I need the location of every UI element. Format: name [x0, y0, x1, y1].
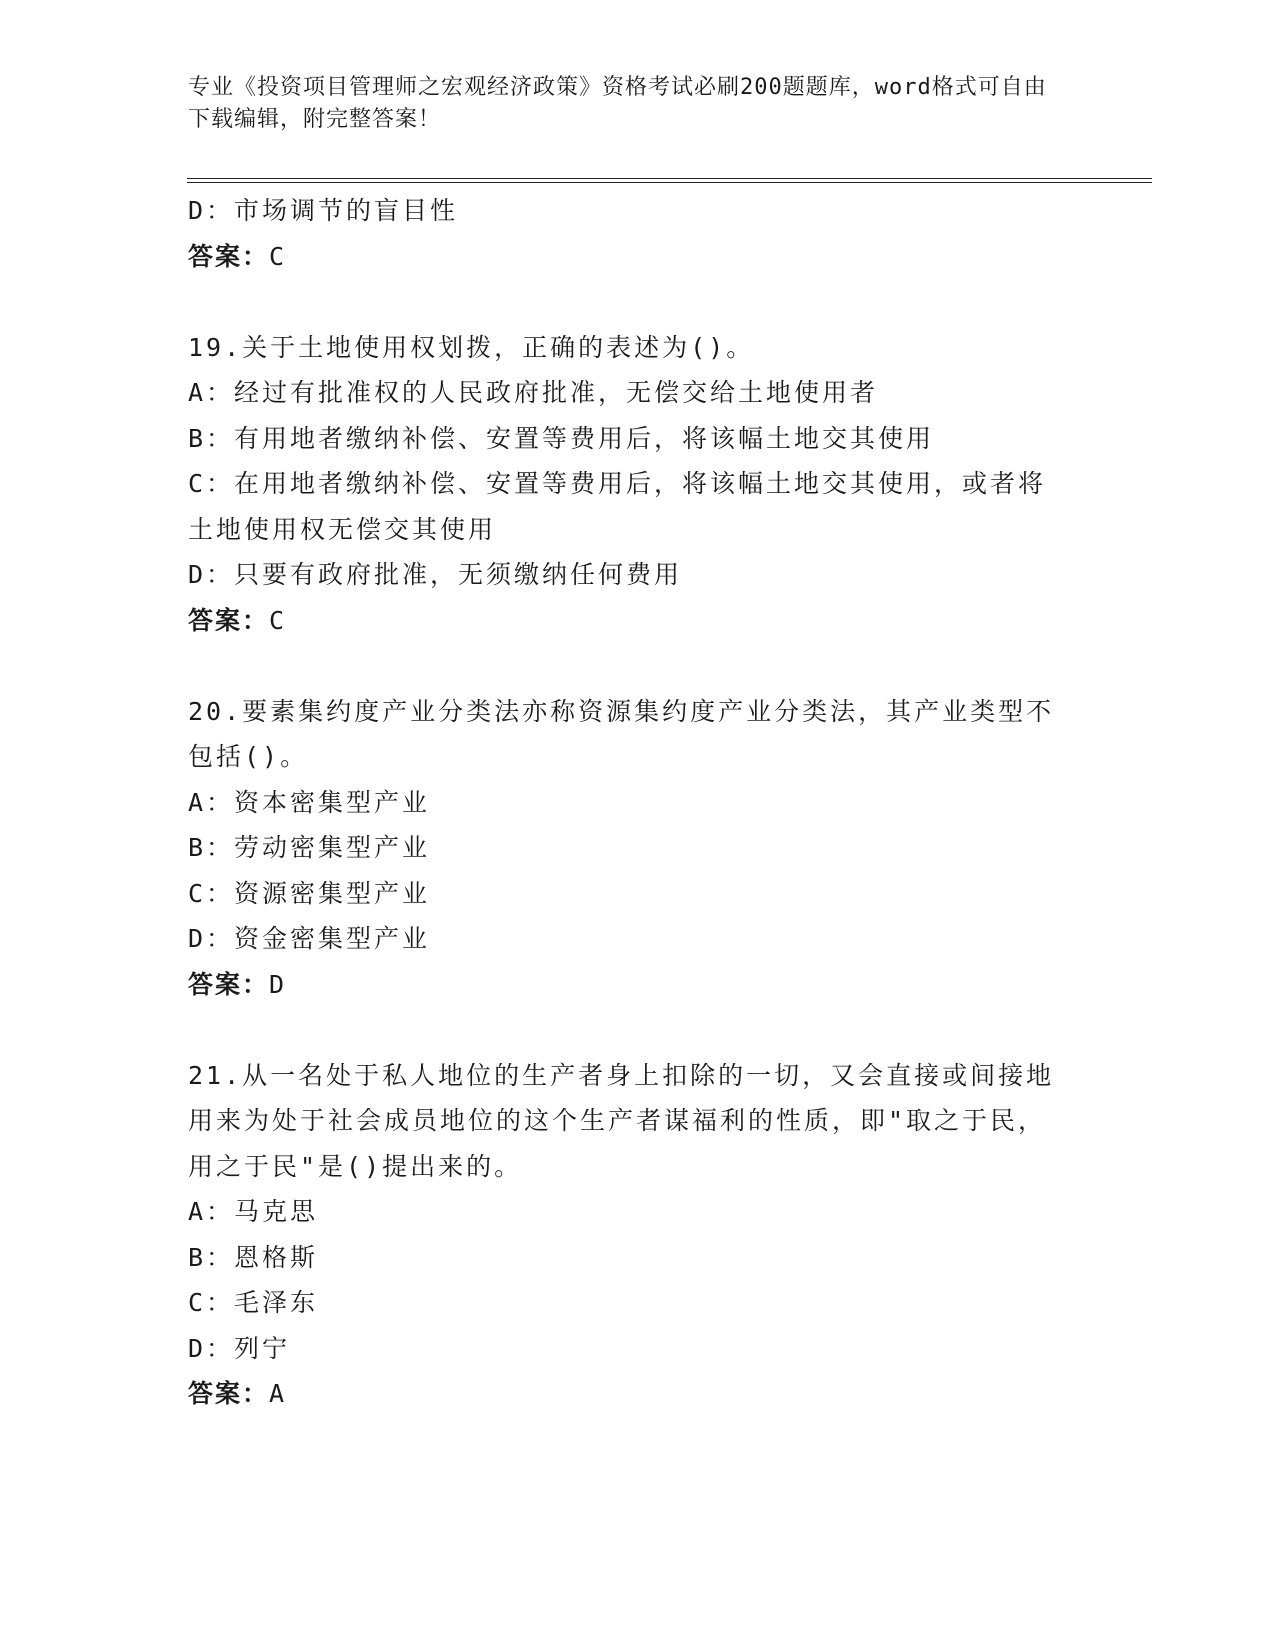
answer-label: 答案：: [188, 969, 270, 999]
answer-value: A: [269, 1379, 286, 1408]
answer-value: D: [269, 969, 286, 999]
answer-line: [188, 962, 1068, 1008]
option-a: A：马克思: [188, 1197, 319, 1226]
option-a: A：资本密集型产业: [188, 787, 431, 817]
answer-line: [188, 1371, 1068, 1417]
answer-label: 答案：: [188, 605, 270, 635]
answer-label: 答案：: [188, 241, 270, 271]
option-d: D：只要有政府批准，无须缴纳任何费用: [188, 560, 683, 589]
option-d: D：资金密集型产业: [188, 924, 431, 953]
answer-line: [188, 598, 1068, 644]
header-divider: [187, 178, 1152, 183]
option-a: A：经过有批准权的人民政府批准，无偿交给土地使用者: [188, 378, 879, 407]
option-c: C：毛泽东: [188, 1288, 319, 1317]
option-b: B：恩格斯: [188, 1242, 319, 1272]
question-stem: 19.关于土地使用权划拨，正确的表述为()。: [188, 332, 755, 362]
option-d: D：市场调节的盲目性: [188, 196, 459, 225]
answer-label: 答案：: [188, 1379, 270, 1408]
document-body: [188, 188, 1068, 1417]
option-b: B：有用地者缴纳补偿、安置等费用后，将该幅土地交其使用: [188, 423, 935, 453]
option-c: C：资源密集型产业: [188, 878, 431, 908]
question-stem: 21.从一名处于私人地位的生产者身上扣除的一切，又会直接或间接地用来为处于社会成员地位的这个生产者谋福利的性质，即"取之于民，用之于民"是()提出来的。: [188, 1060, 1055, 1181]
answer-value: C: [269, 605, 286, 635]
spacer: [188, 279, 1068, 325]
option-b: B：劳动密集型产业: [188, 833, 431, 862]
document-header: 专业《投资项目管理师之宏观经济政策》资格考试必刷200题题库，word格式可自由下载编辑，附完整答案！: [188, 75, 1047, 132]
answer-value: C: [269, 241, 286, 271]
spacer: [188, 643, 1068, 689]
spacer: [188, 1007, 1068, 1053]
option-c: C：在用地者缴纳补偿、安置等费用后，将该幅土地交其使用，或者将土地使用权无偿交其使用: [188, 469, 1047, 544]
question-stem: 20.要素集约度产业分类法亦称资源集约度产业分类法，其产业类型不包括()。: [188, 696, 1055, 771]
answer-line: [188, 234, 1068, 280]
option-d: D：列宁: [188, 1333, 291, 1363]
